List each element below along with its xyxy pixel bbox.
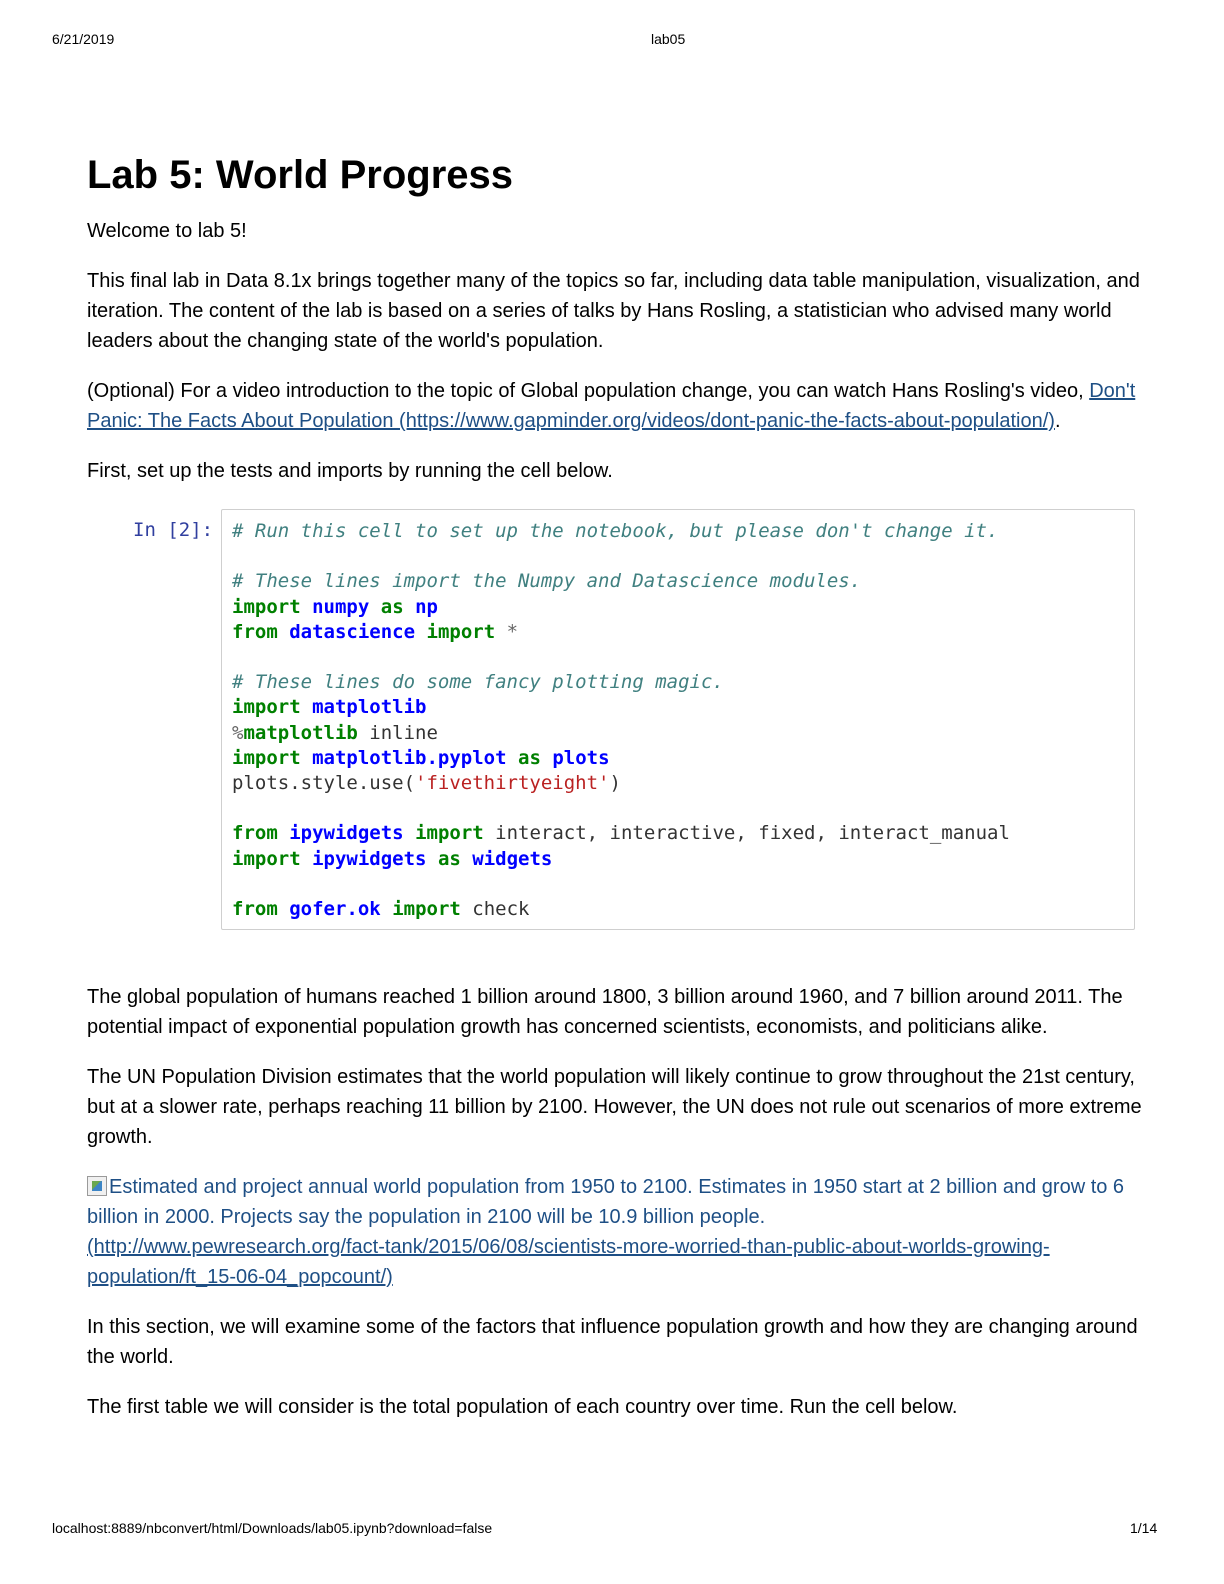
- print-title: lab05: [651, 31, 686, 47]
- section-paragraph: In this section, we will examine some of the factors that influence population growth and how they are changing around the world.: [87, 1316, 1138, 1368]
- page-title: Lab 5: World Progress: [87, 153, 514, 197]
- global-population-paragraph: The global population of humans reached 1 billion around 1800, 3 billion around 1960, and 7 billion around 2011. The potential impact of exponential population growth has concerned scientists, economists, and politicians alike.: [87, 986, 1123, 1038]
- image-link-paragraph: [87, 1172, 1147, 1292]
- pew-research-link[interactable]: (http://www.pewresearch.org/fact-tank/2015/06/08/scientists-more-worried-than-public-about-worlds-growing-population/ft_15-06-04_popcount/): [87, 1236, 1050, 1288]
- un-paragraph: The UN Population Division estimates that the world population will likely continue to grow throughout the 21st century, but at a slower rate, perhaps reaching 11 billion by 2100. However, the UN does not rule out scenarios of more extreme growth.: [87, 1066, 1142, 1148]
- intro-paragraph: This final lab in Data 8.1x brings together many of the topics so far, including data table manipulation, visualization, and iteration. The content of the lab is based on a series of talks by Hans Rosling, a statistician who advised many world leaders about the changing state of the world's population.: [87, 270, 1140, 352]
- image-alt-text: Estimated and project annual world population from 1950 to 2100. Estimates in 1950 start at 2 billion and grow to 6 billion in 2000. Projects say the population in 2100 will be 10.9 billion people.: [87, 1176, 1125, 1228]
- optional-video-period: .: [1054, 410, 1061, 432]
- video-link[interactable]: Don't Panic: The Facts About Population (https://www.gapminder.org/videos/dont-panic-the-facts-about-population/): [87, 380, 1136, 432]
- code-editor[interactable]: [221, 509, 1135, 930]
- broken-image-icon: [87, 1176, 107, 1196]
- broken-image-link[interactable]: [87, 1176, 1124, 1228]
- optional-video-paragraph: [87, 376, 1147, 436]
- code-cell: [87, 509, 1147, 932]
- print-url: localhost:8889/nbconvert/html/Downloads/lab05.ipynb?download=false: [52, 1520, 493, 1536]
- first-table-paragraph: The first table we will consider is the total population of each country over time. Run the cell below.: [87, 1396, 958, 1418]
- cell-prompt: In [2]:: [133, 519, 214, 541]
- setup-paragraph: First, set up the tests and imports by running the cell below.: [87, 460, 613, 482]
- welcome-paragraph: Welcome to lab 5!: [87, 220, 247, 242]
- notebook-content: [87, 152, 1147, 1442]
- print-date: 6/21/2019: [52, 31, 115, 47]
- code-comment: # These lines import the Numpy and Datascience modules.: [232, 570, 862, 593]
- code-comment: # Run this cell to set up the notebook, but please don't change it.: [232, 520, 999, 542]
- page-number: 1/14: [1130, 1520, 1158, 1536]
- code-comment: # These lines do some fancy plotting magic.: [232, 671, 724, 694]
- optional-video-text: (Optional) For a video introduction to the topic of Global population change, you can watch Hans Rosling's video,: [87, 380, 1090, 402]
- code-block: # Run this cell to set up the notebook, but please don't change it. # These lines import the Numpy and Datascience modules. import numpy as np from datascience import * # These lines do some fancy plotting magic. import matplotlib %matplotlib inline import matplotlib.pyplot as plots plots.style.use('fivethirtyeight') from ipywidgets import interact, interactive, fixed, interact_manual import ipywidgets as widgets from gofer.ok import check: [232, 520, 1010, 921]
